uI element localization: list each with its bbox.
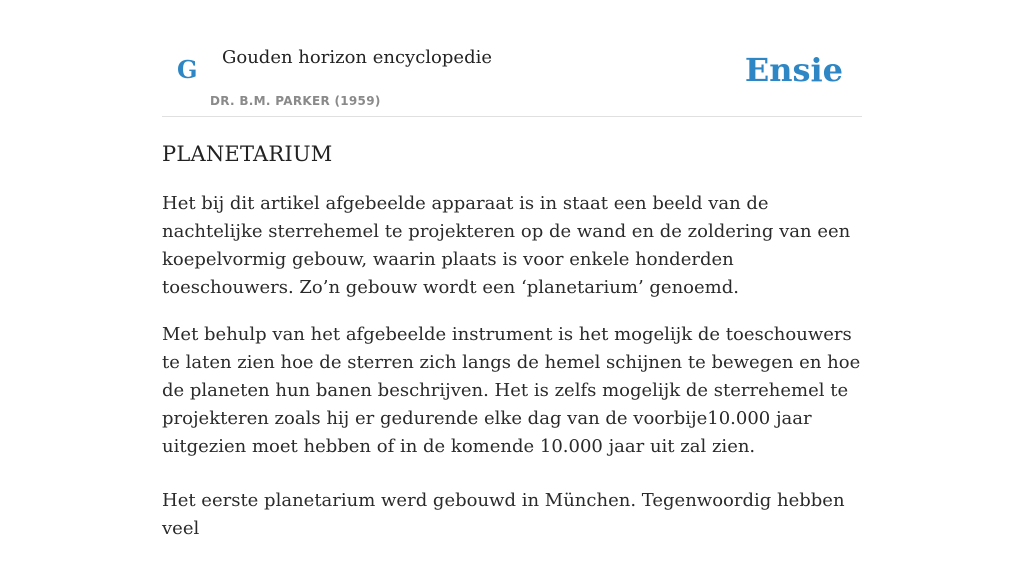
article-body	[162, 138, 862, 562]
article-paragraph: Met behulp van het afgebeelde instrument is het mogelijk de toeschouwers te laten zien hoe de sterren zich langs de hemel schijnen te bewegen en hoe de planeten hun banen beschrijven. Het is zelfs mogelijk de sterrehemel te projekteren zoals hij er gedurende elke dag van de voorbije10.000 jaar uitgezien moet hebben of in de komende 10.000 jaar uit zal zien.	[162, 324, 861, 457]
article-paragraph: Het bij dit artikel afgebeelde apparaat is in staat een beeld van de nachtelijke sterrehemel te projekteren op de wand en de zoldering van een koepelvormig gebouw, waarin plaats is voor enkele honderden toeschouwers. Zo’n gebouw wordt een ‘planetarium’ genoemd.	[162, 193, 851, 298]
article-paragraph: Het eerste planetarium werd gebouwd in München. Tegenwoordig hebben veel	[162, 490, 845, 539]
brand-logo[interactable]: Ensie	[744, 51, 843, 89]
source-logo[interactable]: G	[177, 55, 198, 84]
source-author: DR. B.M. PARKER (1959)	[210, 94, 381, 108]
source-title-link[interactable]: Gouden horizon encyclopedie	[222, 47, 492, 68]
source-header	[162, 0, 862, 117]
article-title: PLANETARIUM	[162, 142, 333, 166]
